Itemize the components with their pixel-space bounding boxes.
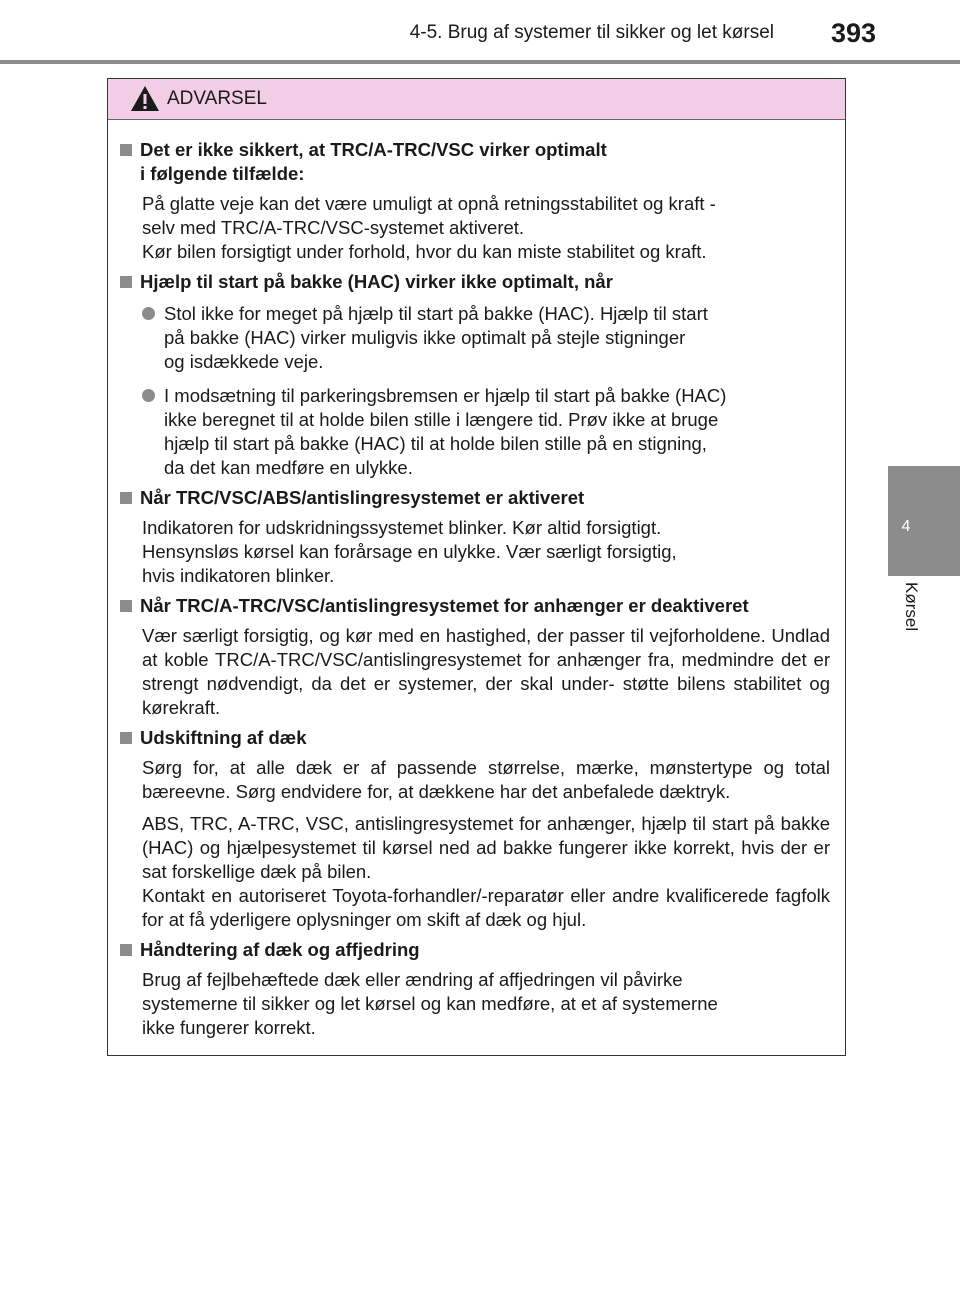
section-text xyxy=(118,192,830,264)
text-line: systemerne til sikker og let kørsel og kan medføre, at et af systemerne xyxy=(142,993,718,1014)
text-line: og isdækkede veje. xyxy=(164,351,324,372)
chapter-label: Kørsel xyxy=(902,582,921,632)
square-bullet-icon xyxy=(120,600,132,612)
text-line: ikke fungerer korrekt. xyxy=(142,1017,316,1038)
section-tire-replacement xyxy=(118,726,830,932)
text-line: Indikatoren for udskridningssystemet blinker. Kør altid forsigtigt. xyxy=(142,517,662,538)
text-block: Kontakt en autoriseret Toyota-forhandler/-reparatør eller andre kvalificerede fagfolk for at få yderligere oplysninger om skift af dæk og hjul. xyxy=(142,885,830,930)
section-trc-active xyxy=(118,486,830,588)
section-tire-handling xyxy=(118,938,830,1040)
title-line: Det er ikke sikkert, at TRC/A-TRC/VSC virker optimalt xyxy=(140,139,607,160)
square-bullet-icon xyxy=(120,944,132,956)
square-bullet-icon xyxy=(120,276,132,288)
section-trc-limits xyxy=(118,138,830,264)
chapter-number: 4 xyxy=(901,518,911,535)
page-header-title: 4-5. Brug af systemer til sikker og let kørsel xyxy=(409,22,774,43)
text-line: selv med TRC/A-TRC/VSC-systemet aktiveret. xyxy=(142,217,525,238)
section-trc-deactivated xyxy=(118,594,830,720)
text-line: Brug af fejlbehæftede dæk eller ændring af affjedringen vil påvirke xyxy=(142,969,683,990)
square-bullet-icon xyxy=(120,732,132,744)
section-title xyxy=(118,726,830,750)
warning-title: ADVARSEL xyxy=(167,88,267,109)
text-line: hvis indikatoren blinker. xyxy=(142,565,335,586)
text-line: på bakke (HAC) virker muligvis ikke optimalt på stejle stigninger xyxy=(164,327,686,348)
header-rule xyxy=(0,60,960,64)
chapter-tab xyxy=(888,466,960,576)
square-bullet-icon xyxy=(120,492,132,504)
section-hac xyxy=(118,270,830,480)
text-line: I modsætning til parkeringsbremsen er hjælp til start på bakke (HAC) xyxy=(164,385,727,406)
section-title xyxy=(118,938,830,962)
round-bullet-icon xyxy=(142,307,155,320)
title-text: Udskiftning af dæk xyxy=(140,727,307,748)
list-item xyxy=(118,384,830,480)
section-title xyxy=(118,594,830,618)
text-line: da det kan medføre en ulykke. xyxy=(164,457,413,478)
text-line: På glatte veje kan det være umuligt at opnå retningsstabilitet og kraft - xyxy=(142,193,716,214)
warning-box xyxy=(107,78,846,1056)
section-text xyxy=(118,968,830,1040)
round-bullet-icon xyxy=(142,389,155,402)
title-text: Håndtering af dæk og affjedring xyxy=(140,939,420,960)
text-line: ikke beregnet til at holde bilen stille i længere tid. Prøv ikke at bruge xyxy=(164,409,719,430)
page-number: 393 xyxy=(830,18,876,48)
square-bullet-icon xyxy=(120,144,132,156)
warning-header xyxy=(108,79,845,120)
warning-triangle-icon xyxy=(130,85,160,112)
section-text: Sørg for, at alle dæk er af passende størrelse, mærke, mønstertype og total bæreevne. Sørg endvidere for, at dækkene har det anbefalede dæktryk. xyxy=(142,757,830,802)
section-title xyxy=(118,270,830,294)
text-line: Kør bilen forsigtigt under forhold, hvor du kan miste stabilitet og kraft. xyxy=(142,241,707,262)
section-text xyxy=(118,516,830,588)
title-text: Når TRC/A-TRC/VSC/antislingresystemet for anhænger er deaktiveret xyxy=(140,595,749,616)
section-text xyxy=(118,812,830,932)
section-text: Vær særligt forsigtig, og kør med en hastighed, der passer til vejforholdene. Undlad at koble TRC/A-TRC/VSC/antislingresystemet for anhænger fra, medmindre det er strengt nødvendigt, da det er systemer, der skal under- støtte bilens stabilitet og kørekraft. xyxy=(142,625,830,718)
text-line: hjælp til start på bakke (HAC) til at holde bilen stille på en stigning, xyxy=(164,433,707,454)
warning-body xyxy=(108,120,845,1040)
title-text: Når TRC/VSC/ABS/antislingresystemet er aktiveret xyxy=(140,487,585,508)
title-text: Hjælp til start på bakke (HAC) virker ikke optimalt, når xyxy=(140,271,613,292)
text-line: Stol ikke for meget på hjælp til start på bakke (HAC). Hjælp til start xyxy=(164,303,708,324)
text-block: ABS, TRC, A-TRC, VSC, antislingresystemet for anhænger, hjælp til start på bakke (HAC) og hjælpesystemet til kørsel ned ad bakke fungerer ikke korrekt, hvis der er sat forskellige dæk på bilen. xyxy=(142,813,830,882)
title-line: i følgende tilfælde: xyxy=(140,163,305,184)
section-title xyxy=(118,486,830,510)
section-title xyxy=(118,138,830,186)
text-line: Hensynsløs kørsel kan forårsage en ulykke. Vær særligt forsigtig, xyxy=(142,541,677,562)
list-item xyxy=(118,302,830,374)
